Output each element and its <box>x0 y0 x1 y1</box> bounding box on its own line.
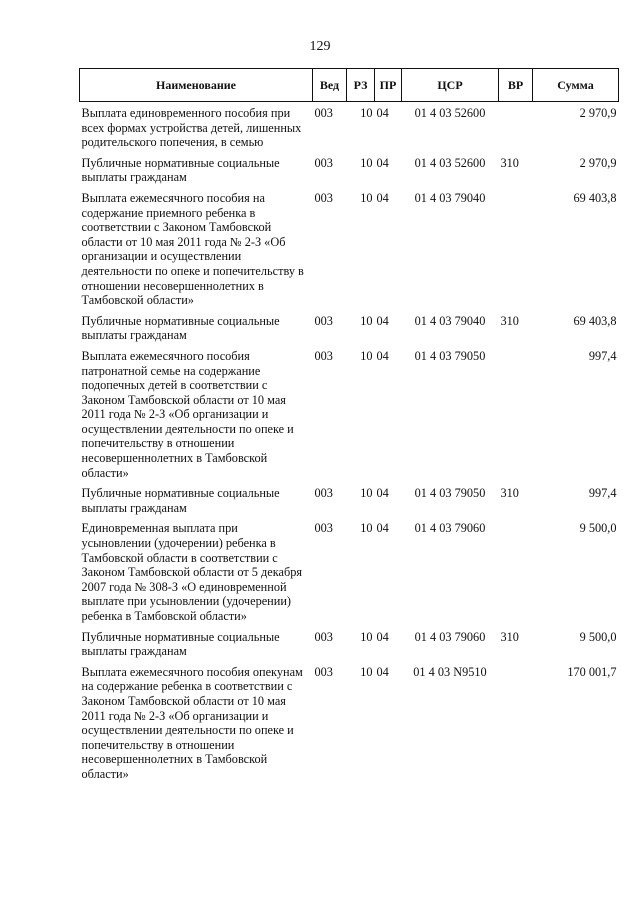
cell-ved: 003 <box>314 155 333 170</box>
cell-csr: 01 4 03 79060 <box>414 521 486 536</box>
table-row <box>80 517 619 625</box>
cell-vr <box>499 661 533 784</box>
cell-pr: 04 <box>376 486 389 501</box>
cell-sum: 69 403,8 <box>573 190 617 205</box>
cell-csr: 01 4 03 79040 <box>414 313 486 328</box>
cell-ved: 003 <box>314 486 333 501</box>
cell-ved: 003 <box>314 190 333 205</box>
cell-pr: 04 <box>376 190 389 205</box>
cell-rz: 10 <box>360 313 373 328</box>
cell-rz: 10 <box>360 348 373 363</box>
cell-csr: 01 4 03 79060 <box>414 629 486 644</box>
header-rz: РЗ <box>347 69 375 102</box>
header-pr: ПР <box>375 69 402 102</box>
cell-pr: 04 <box>376 155 389 170</box>
cell-pr: 04 <box>376 629 389 644</box>
cell-name: Публичные нормативные социальные выплаты гражданам <box>81 155 280 185</box>
cell-rz: 10 <box>360 190 373 205</box>
cell-sum: 2 970,9 <box>579 155 617 170</box>
table-row <box>80 102 619 152</box>
cell-sum: 9 500,0 <box>579 521 617 536</box>
cell-rz: 10 <box>360 521 373 536</box>
table-row <box>80 187 619 310</box>
cell-pr: 04 <box>376 348 389 363</box>
cell-ved: 003 <box>314 313 333 328</box>
cell-name: Публичные нормативные социальные выплаты гражданам <box>81 486 280 515</box>
cell-sum: 170 001,7 <box>567 664 617 679</box>
cell-pr: 04 <box>376 521 389 536</box>
cell-sum: 2 970,9 <box>579 106 617 120</box>
cell-name: Выплата ежемесячного пособия опекунам на содержание ребенка в соответствии с Законом Тамбовской области от 10 мая 2011 года № 2-З «Об организации и осуществлении деятельности по опеке и попечительству в отношении несовершеннолетних в Тамбовской области» <box>81 664 303 781</box>
cell-vr <box>499 517 533 625</box>
cell-vr: 310 <box>500 155 519 170</box>
header-csr: ЦСР <box>402 69 499 102</box>
cell-rz: 10 <box>360 106 373 120</box>
budget-table <box>79 68 619 784</box>
cell-vr: 310 <box>500 486 519 501</box>
cell-ved: 003 <box>314 521 333 536</box>
table-row <box>80 345 619 482</box>
header-name: Наименование <box>80 69 313 102</box>
header-vr: ВР <box>499 69 533 102</box>
cell-ved: 003 <box>314 106 333 120</box>
cell-sum: 997,4 <box>588 486 617 501</box>
cell-pr: 04 <box>376 313 389 328</box>
cell-rz: 10 <box>360 629 373 644</box>
table-row <box>80 626 619 661</box>
cell-csr: 01 4 03 79040 <box>414 190 486 205</box>
cell-name: Выплата ежемесячного пособия на содержание приемного ребенка в соответствии с Законом Тамбовской области от 10 мая 2011 года № 2-З «Об организации и осуществлении деятельности по опеке и попечительству в отношении несовершеннолетних в Тамбовской области» <box>81 190 304 308</box>
cell-name: Выплата единовременного пособия при всех формах устройства детей, лишенных родительского попечения, в семью <box>81 106 302 150</box>
cell-csr: 01 4 03 79050 <box>414 486 486 501</box>
cell-rz: 10 <box>360 486 373 501</box>
cell-ved: 003 <box>314 629 333 644</box>
cell-csr: 01 4 03 52600 <box>414 106 486 120</box>
header-sum: Сумма <box>533 69 619 102</box>
cell-csr: 01 4 03 79050 <box>414 348 486 363</box>
cell-ved: 003 <box>314 348 333 363</box>
cell-pr: 04 <box>376 664 389 679</box>
cell-vr <box>499 345 533 482</box>
cell-rz: 10 <box>360 155 373 170</box>
cell-rz: 10 <box>360 664 373 679</box>
table-row <box>80 661 619 784</box>
table-row <box>80 482 619 517</box>
cell-csr: 01 4 03 N9510 <box>413 664 487 679</box>
table-header <box>80 69 619 102</box>
table-row <box>80 152 619 187</box>
cell-sum: 9 500,0 <box>579 629 617 644</box>
cell-sum: 69 403,8 <box>573 313 617 328</box>
cell-pr: 04 <box>376 106 389 120</box>
cell-name: Публичные нормативные социальные выплаты гражданам <box>81 313 280 343</box>
header-ved: Вед <box>313 69 347 102</box>
cell-vr: 310 <box>500 313 519 328</box>
page-number: 129 <box>309 39 331 54</box>
cell-csr: 01 4 03 52600 <box>414 155 486 170</box>
cell-ved: 003 <box>314 664 333 679</box>
cell-sum: 997,4 <box>588 348 617 363</box>
cell-vr <box>499 102 533 152</box>
cell-name: Публичные нормативные социальные выплаты гражданам <box>81 629 280 659</box>
cell-vr: 310 <box>500 629 519 644</box>
cell-name: Выплата ежемесячного пособия патронатной семье на содержание подопечных детей в соответствии с Законом Тамбовской области от 10 мая 2011 года № 2-З «Об организации и осуществлении деятельности по опеке и попечительству в отношении несовершеннолетних в Тамбовской области» <box>81 348 294 480</box>
cell-vr <box>499 187 533 310</box>
table-row <box>80 310 619 345</box>
cell-name: Единовременная выплата при усыновлении (удочерении) ребенка в Тамбовской области в соответствии с Законом Тамбовской области от 5 декабря 2007 года № 308-З «О единовременной выплате при усыновлении (удочерении) ребенка в Тамбовской области» <box>81 521 303 623</box>
